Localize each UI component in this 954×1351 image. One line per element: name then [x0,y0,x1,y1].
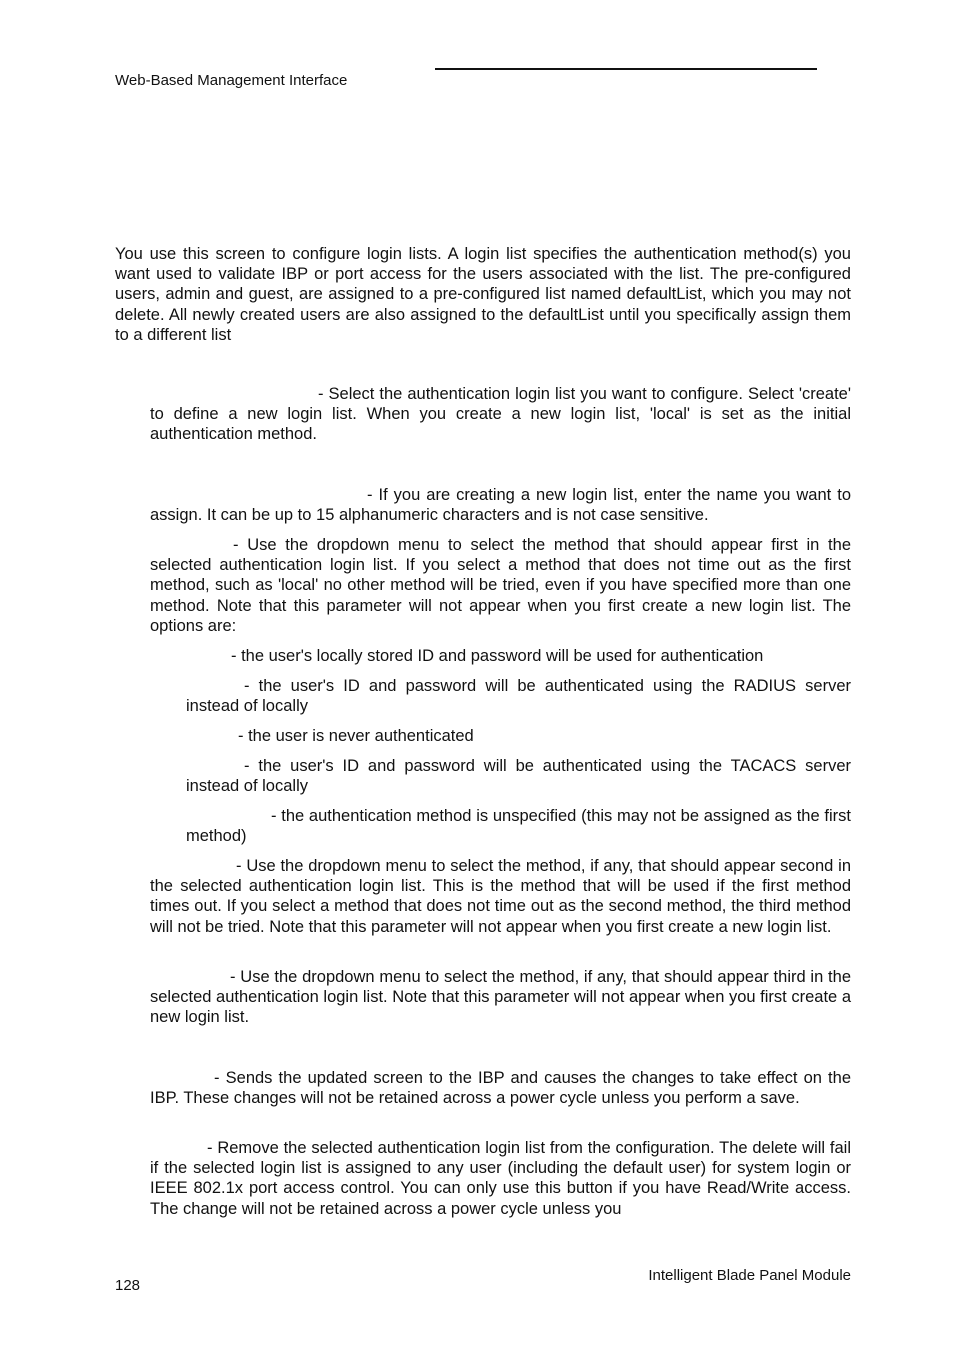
page-number: 128 [115,1277,141,1294]
method3-text: - Use the dropdown menu to select the method, if any, that should appear third in the selected authentication login list. Note that this parameter will not appear when you first create a new login list. [150,968,851,1027]
method2-text: - Use the dropdown menu to select the method, if any, that should appear second in the selected authentication login list. This is the method that will be used if the first method times out. If you select a method that does not time out as the second method, the third method will not be tried. Note that this parameter will not appear when you first create a new login list. [150,857,851,936]
option-tacacs-text: - the user's ID and password will be authenticated using the TACACS server instead of locally [186,757,851,796]
option-reject-text: - the user is never authenticated [238,727,474,745]
login-list-name-text: - If you are creating a new login list, enter the name you want to assign. It can be up to 15 alphanumeric characters and is not case sensitive. [150,486,851,525]
method1-description [150,535,851,636]
method2-description [150,856,851,937]
login-list-text: - Select the authentication login list you want to configure. Select 'create' to define a new login list. When you create a new login list, 'local' is set as the initial authentication method. [150,385,851,444]
option-tacacs [186,756,851,796]
option-undefined [186,806,851,846]
header-rule [435,68,817,70]
method3-description [150,967,851,1028]
login-list-name-description [150,485,851,525]
option-radius-text: - the user's ID and password will be authenticated using the RADIUS server instead of locally [186,677,851,716]
footer-doc-title: Intelligent Blade Panel Module [648,1267,851,1284]
header-title: Web-Based Management Interface [115,72,348,89]
option-radius [186,676,851,716]
delete-description [150,1138,851,1219]
option-reject [186,726,851,746]
submit-text: - Sends the updated screen to the IBP and causes the changes to take effect on the IBP. These changes will not be retained across a power cycle unless you perform a save. [150,1069,851,1108]
option-local [186,646,851,666]
intro-paragraph: You use this screen to configure login lists. A login list specifies the authentication method(s) you want used to validate IBP or port access for the users associated with the list. The pre-configured users, admin and guest, are assigned to a pre-configured list named defaultList, which you may not delete. All newly created users are also assigned to the defaultList until you specifically assign them to a different list [115,245,851,344]
option-local-text: - the user's locally stored ID and password will be used for authentication [231,647,764,665]
login-list-description [150,384,851,445]
delete-text: - Remove the selected authentication login list from the configuration. The delete will fail if the selected login list is assigned to any user (including the default user) for system login or IEEE 802.1x port access control. You can only use this button if you have Read/Write access. The change will not be retained across a power cycle unless you [150,1139,851,1218]
option-undefined-text: - the authentication method is unspecified (this may not be assigned as the first method) [186,807,851,846]
submit-description [150,1068,851,1108]
method1-text: - Use the dropdown menu to select the method that should appear first in the selected authentication login list. If you select a method that does not time out as the first method, such as 'local' no other method will be tried, even if you have specified more than one method. Note that this parameter will not appear when you first create a new login list. The options are: [150,536,851,635]
